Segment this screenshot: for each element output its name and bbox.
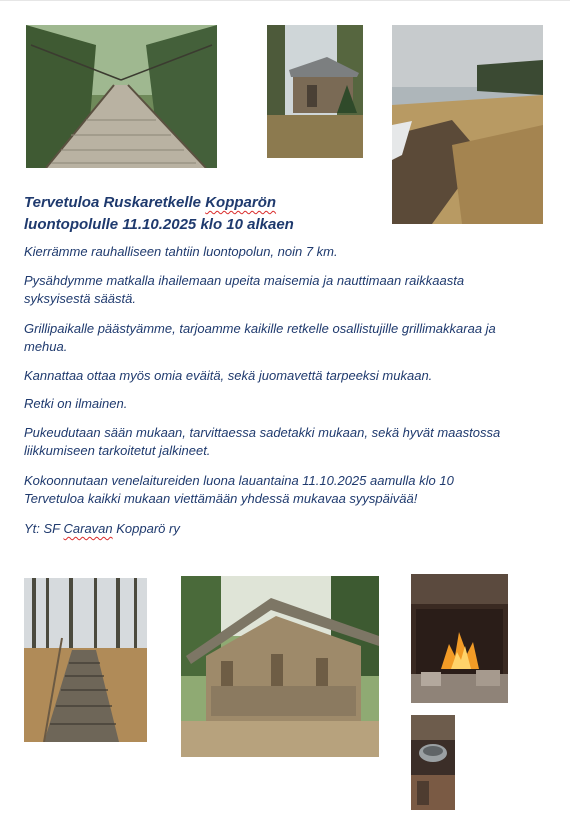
paragraph-meeting-line1: Kokoonnutaan venelaitureiden luona lauantaina 11.10.2025 aamulla klo 10 <box>24 473 454 488</box>
paragraph-grill-line1: Grillipaikalle päästyämme, tarjoamme kaikille retkelle osallistujille grillimakkaraa ja <box>24 321 496 336</box>
signature <box>24 520 180 538</box>
page-title <box>24 192 294 236</box>
cabin-photo <box>267 25 363 158</box>
paragraph-clothing-line1: Pukeudutaan sään mukaan, tarvittaessa sadetakki mukaan, sekä hyvät maastossa <box>24 425 501 440</box>
shelter-photo <box>181 576 379 757</box>
paragraph-scenery-line2: syksyisestä säästä. <box>24 291 136 306</box>
paragraph-meeting-line2: Tervetuloa kaikki mukaan viettämään yhdessä mukavaa syyspäivää! <box>24 491 418 506</box>
paragraph-clothing-line2: liikkumiseen tarkoitetut jalkineet. <box>24 443 211 458</box>
title-place-name: Kopparön <box>205 194 277 211</box>
paragraph-scenery <box>24 272 464 308</box>
paragraph-grill-line2: mehua. <box>24 339 68 354</box>
page-top-edge <box>0 0 570 1</box>
signature-suffix: Kopparö ry <box>112 521 180 536</box>
campfire-photo <box>411 574 508 703</box>
paragraph-free <box>24 395 127 413</box>
suspension-bridge-photo <box>26 25 217 168</box>
paragraph-free-text: Retki on ilmainen. <box>24 396 128 411</box>
paragraph-snacks-text: Kannattaa ottaa myös omia eväitä, sekä juomavettä tarpeeksi mukaan. <box>24 368 433 383</box>
signature-prefix: Yt: SF <box>24 521 64 536</box>
paragraph-snacks <box>24 367 432 385</box>
paragraph-clothing <box>24 424 500 460</box>
signature-brand: Caravan <box>63 521 113 536</box>
paragraph-route <box>24 243 338 261</box>
paragraph-scenery-line1: Pysähdymme matkalla ihailemaan upeita maisemia ja nauttimaan raikkaasta <box>24 273 465 288</box>
title-line2-text: luontopolulle 11.10.2025 klo 10 alkaen <box>24 216 294 233</box>
paragraph-grill <box>24 320 496 356</box>
paragraph-route-text: Kierrämme rauhalliseen tahtiin luontopolun, noin 7 km. <box>24 244 338 259</box>
title-line1-text: Tervetuloa Ruskaretkelle <box>24 194 206 211</box>
shoreline-photo <box>392 25 543 224</box>
boardwalk-photo <box>24 578 147 742</box>
paragraph-meeting <box>24 472 454 508</box>
cooking-photo <box>411 715 455 810</box>
